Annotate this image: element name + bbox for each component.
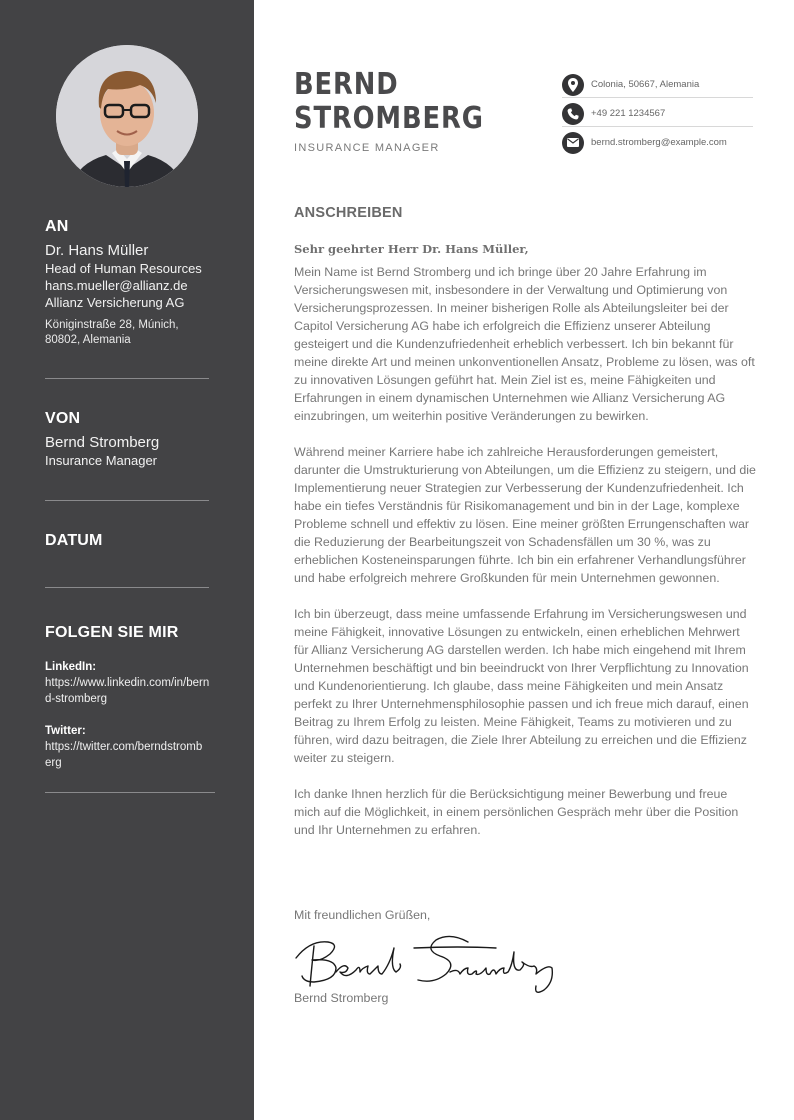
last-name: STROMBERG	[294, 101, 484, 136]
closing: Mit freundlichen Grüßen,	[294, 908, 431, 922]
section-title: ANSCHREIBEN	[294, 205, 403, 221]
paragraph: Mein Name ist Bernd Stromberg und ich bringe über 20 Jahre Erfahrung im Versicherungswesen mit, insbesondere in der Verwaltung und Optimierung von Versicherungsprozessen. In meiner bisherigen Rolle als Abteilungsleiter bei der Capitol Versicherung AG habe ich erfolgreich die Effizienz unserer Abteilung gesteigert und die Kundenzufriedenheit erheblich verbessert. Ich bin bekannt für meine direkte Art und meinen unkonventionellen Ansatz, Probleme zu lösen, was oft zu innovativen Lösungen geführt hat. Mein Ziel ist es, meine Fähigkeiten und Erfahrungen in einem dynamischen Unternehmen wie Allianz Versicherung AG einzubringen, um weiterhin positive Veränderungen zu bewirken.	[294, 265, 755, 423]
letter-body	[294, 263, 756, 857]
divider	[45, 378, 209, 379]
contact-phone[interactable]: +49 221 1234567	[591, 108, 666, 119]
recipient-role: Head of Human Resources	[45, 261, 202, 276]
linkedin-link[interactable]: https://www.linkedin.com/in/bernd-stromberg	[45, 677, 210, 705]
linkedin-label: LinkedIn:	[45, 661, 97, 673]
divider	[45, 792, 215, 793]
recipient-email[interactable]: hans.mueller@allianz.de	[45, 278, 188, 293]
paragraph: Ich danke Ihnen herzlich für die Berücksichtigung meiner Bewerbung und freue mich auf die Möglichkeit, in einem persönlichen Gespräch mehr über die Position und Ihr Unternehmen zu erfahren.	[294, 787, 739, 837]
recipient-heading: AN	[45, 218, 69, 235]
sender-name: Bernd Stromberg	[45, 434, 160, 451]
location-pin-icon	[562, 74, 584, 96]
twitter-label: Twitter:	[45, 725, 86, 737]
recipient-name: Dr. Hans Müller	[45, 242, 149, 259]
divider	[45, 500, 209, 501]
salutation: Sehr geehrter Herr Dr. Hans Müller,	[294, 242, 529, 256]
profile-photo	[56, 45, 198, 187]
sidebar	[0, 0, 254, 1120]
social-heading: FOLGEN SIE MIR	[45, 624, 179, 641]
envelope-icon	[562, 132, 584, 154]
signed-name: Bernd Stromberg	[294, 991, 389, 1005]
recipient-company: Allianz Versicherung AG	[45, 295, 185, 310]
first-name: BERND	[294, 67, 399, 102]
portrait-illustration	[56, 45, 198, 187]
sender-heading: VON	[45, 410, 81, 427]
recipient-section	[45, 218, 215, 348]
contact-list	[562, 72, 753, 158]
recipient-address: Königinstraße 28, Múnich, 80802, Alemania	[45, 319, 179, 346]
phone-icon	[562, 103, 584, 125]
paragraph: Während meiner Karriere habe ich zahlreiche Herausforderungen gemeistert, darunter die Umstrukturierung von Abteilungen, um die Effizienz zu steigern, und die Implementierung neuer Strategien zur Verbesserung der Kundenzufriedenheit. Ich habe ein tiefes Verständnis für Risikomanagement und bin in der Lage, komplexe Probleme schnell und effektiv zu lösen. Eine meiner größten Errungenschaften war die Reduzierung der Bearbeitungszeit von Schadensfällen um 30 %, was zu erheblichen Kosteneinsparungen führte. Ich bin ein erfahrener Verhandlungsführer und habe erfolgreich mehrere Großkunden für mein Unternehmen gewonnen.	[294, 445, 756, 585]
date-heading: DATUM	[45, 532, 103, 549]
divider	[45, 587, 209, 588]
job-title: INSURANCE MANAGER	[294, 142, 440, 154]
sender-section	[45, 410, 215, 469]
contact-address-row	[562, 72, 753, 98]
sender-role: Insurance Manager	[45, 453, 158, 468]
contact-phone-row	[562, 101, 753, 127]
twitter-link[interactable]: https://twitter.com/berndstromberg	[45, 741, 203, 769]
contact-email-row	[562, 130, 753, 155]
contact-address: Colonia, 50667, Alemania	[591, 79, 700, 90]
date-section	[45, 532, 215, 550]
name-block	[294, 68, 515, 154]
paragraph: Ich bin überzeugt, dass meine umfassende Erfahrung im Versicherungswesen und meine Fähigkeit, innovative Lösungen zu entwickeln, einen erheblichen Mehrwert für Allianz Versicherung AG darstellen werden. Ich habe mich eingehend mit Ihrem Unternehmen beschäftigt und bin beeindruckt von Ihrer Verpflichtung zu Innovation und Kundenorientierung. Ich glaube, dass meine Fähigkeiten und mein Ansatz perfekt zu Ihrer Unternehmensphilosophie passen und ich freue mich darauf, einen Beitrag zu Ihrem Erfolg zu leisten. Meine Fähigkeit, Teams zu motivieren und zu führen, wird dazu beitragen, die Ziele Ihrer Abteilung zu erreichen und die Effizienz weiter zu steigern.	[294, 607, 749, 765]
contact-email[interactable]: bernd.stromberg@example.com	[591, 137, 727, 148]
social-section	[45, 624, 215, 771]
